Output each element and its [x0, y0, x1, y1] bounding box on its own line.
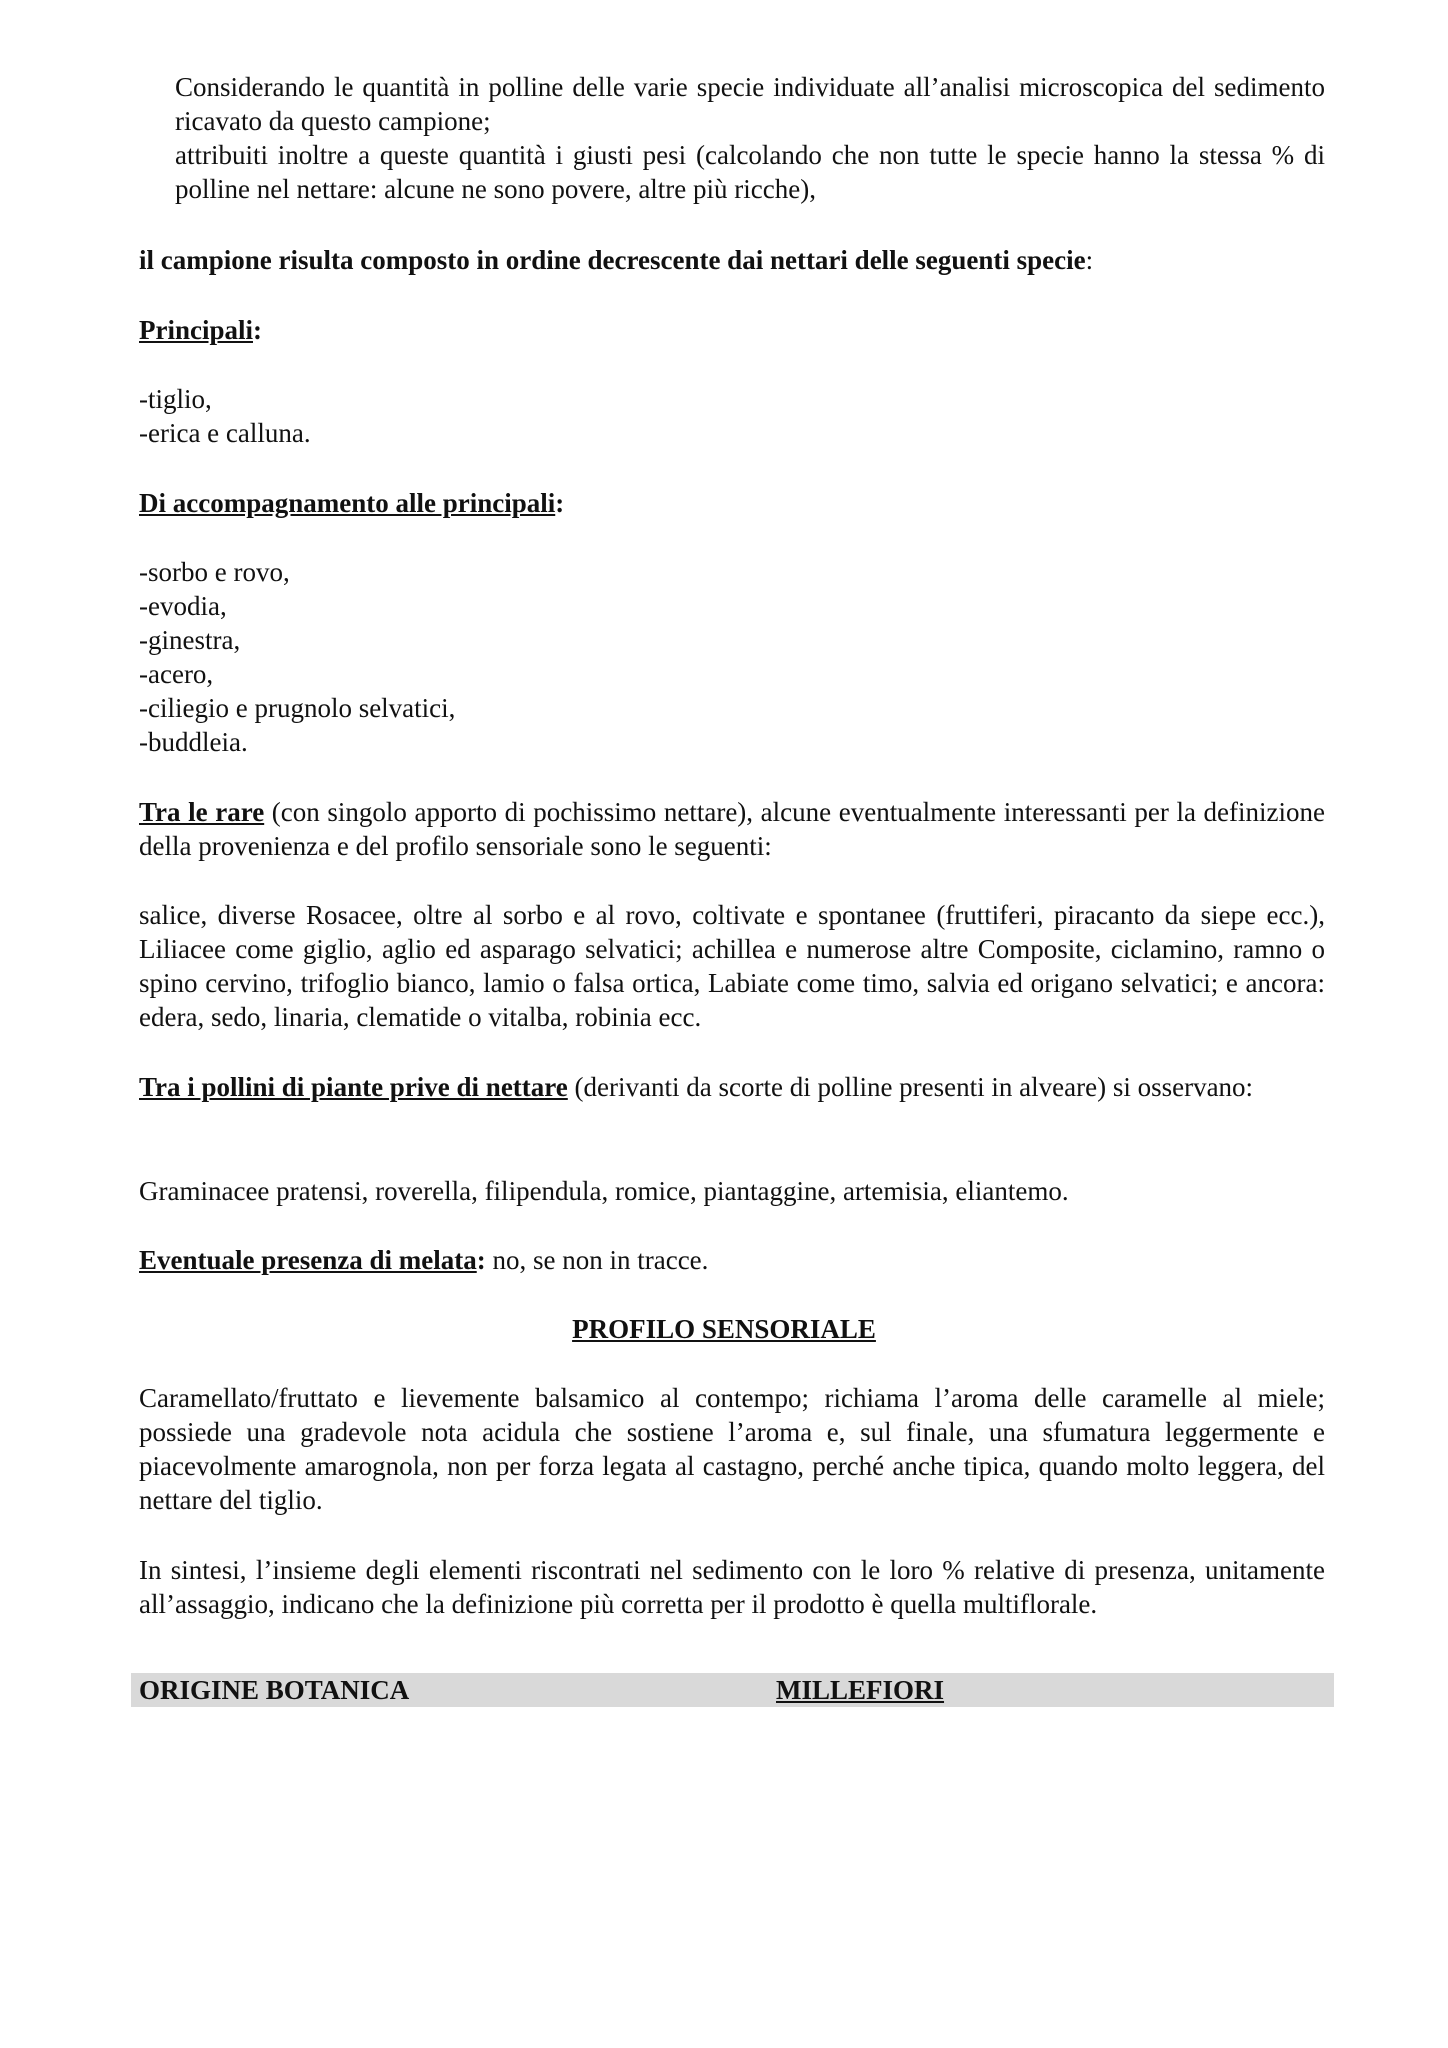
- summary-sentence: [139, 243, 1093, 277]
- melata-heading: Eventuale presenza di melata: [139, 1245, 477, 1275]
- accompagnamento-item: -acero,: [139, 659, 214, 689]
- origine-label: ORIGINE BOTANICA: [139, 1675, 410, 1705]
- rare-heading: Tra le rare: [139, 797, 265, 827]
- accompagnamento-item: -ginestra,: [139, 625, 241, 655]
- rare-paragraph: [139, 795, 1325, 863]
- profilo-paragraph-1: Caramellato/fruttato e lievemente balsamico al contempo; richiama l’aroma delle caramelle al miele; possiede una gradevole nota acidula che sostiene l’aroma e, sul finale, una sfumatura leggermente e piacevolmente amarognola, non per forza legata al castagno, perché anche tipica, quando molto leggera, del nettare del tiglio.: [139, 1383, 1325, 1515]
- melata-line: [139, 1243, 708, 1277]
- principali-item: -erica e calluna.: [139, 418, 311, 448]
- principali-heading-colon: :: [253, 315, 262, 345]
- accompagnamento-heading-colon: :: [555, 488, 565, 518]
- pollini-species-list: Graminacee pratensi, roverella, filipendula, romice, piantaggine, artemisia, eliantemo.: [139, 1176, 1069, 1206]
- principali-heading-text: Principali: [139, 315, 253, 345]
- summary-bold: il campione risulta composto in ordine decrescente dai nettari delle seguenti specie: [139, 245, 1086, 275]
- accompagnamento-heading-text: Di accompagnamento alle principali: [139, 488, 556, 518]
- origine-bar: [131, 1673, 1334, 1707]
- rare-species-list: salice, diverse Rosacee, oltre al sorbo e al rovo, coltivate e spontanee (fruttiferi, piracanto da siepe ecc.), Liliacee come giglio, aglio ed asparago selvatici; achillea e numerose altre Composite, ciclamino, ramno o spino cervino, trifoglio bianco, lamio o falsa ortica, Labiate come timo, salvia ed origano selvatici; e ancora: edera, sedo, linaria, clematide o vitalba, robinia ecc.: [139, 900, 1325, 1032]
- melata-value: no, se non in tracce.: [485, 1245, 709, 1275]
- accompagnamento-item: -sorbo e rovo,: [139, 557, 290, 587]
- intro-line-2: attribuiti inoltre a queste quantità i giusti pesi (calcolando che non tutte le specie hanno la stessa % di polline nel nettare: alcune ne sono povere, altre più ricche),: [175, 140, 1325, 204]
- profilo-paragraph-2: In sintesi, l’insieme degli elementi riscontrati nel sedimento con le loro % relative di presenza, unitamente all’assaggio, indicano che la definizione più corretta per il prodotto è quella multiflorale.: [139, 1555, 1325, 1619]
- pollini-heading: Tra i pollini di piante prive di nettare: [139, 1072, 568, 1102]
- melata-colon: :: [476, 1245, 486, 1275]
- pollini-text: (derivanti da scorte di polline presenti in alveare) si osservano:: [567, 1072, 1254, 1102]
- pollini-paragraph: [139, 1070, 1325, 1104]
- origine-value: MILLEFIORI: [776, 1675, 945, 1705]
- profilo-heading: PROFILO SENSORIALE: [572, 1314, 876, 1344]
- accompagnamento-item: -ciliegio e prugnolo selvatici,: [139, 693, 456, 723]
- intro-line-1: Considerando le quantità in polline delle varie specie individuate all’analisi microscopica del sedimento ricavato da questo campione;: [175, 72, 1325, 136]
- rare-text: (con singolo apporto di pochissimo nettare), alcune eventualmente interessanti per la definizione della provenienza e del profilo sensoriale sono le seguenti:: [139, 797, 1325, 861]
- principali-item: -tiglio,: [139, 384, 212, 414]
- accompagnamento-item: -buddleia.: [139, 727, 248, 757]
- accompagnamento-item: -evodia,: [139, 591, 227, 621]
- accompagnamento-heading: [139, 486, 564, 520]
- principali-heading: [139, 313, 262, 347]
- summary-colon: :: [1085, 245, 1094, 275]
